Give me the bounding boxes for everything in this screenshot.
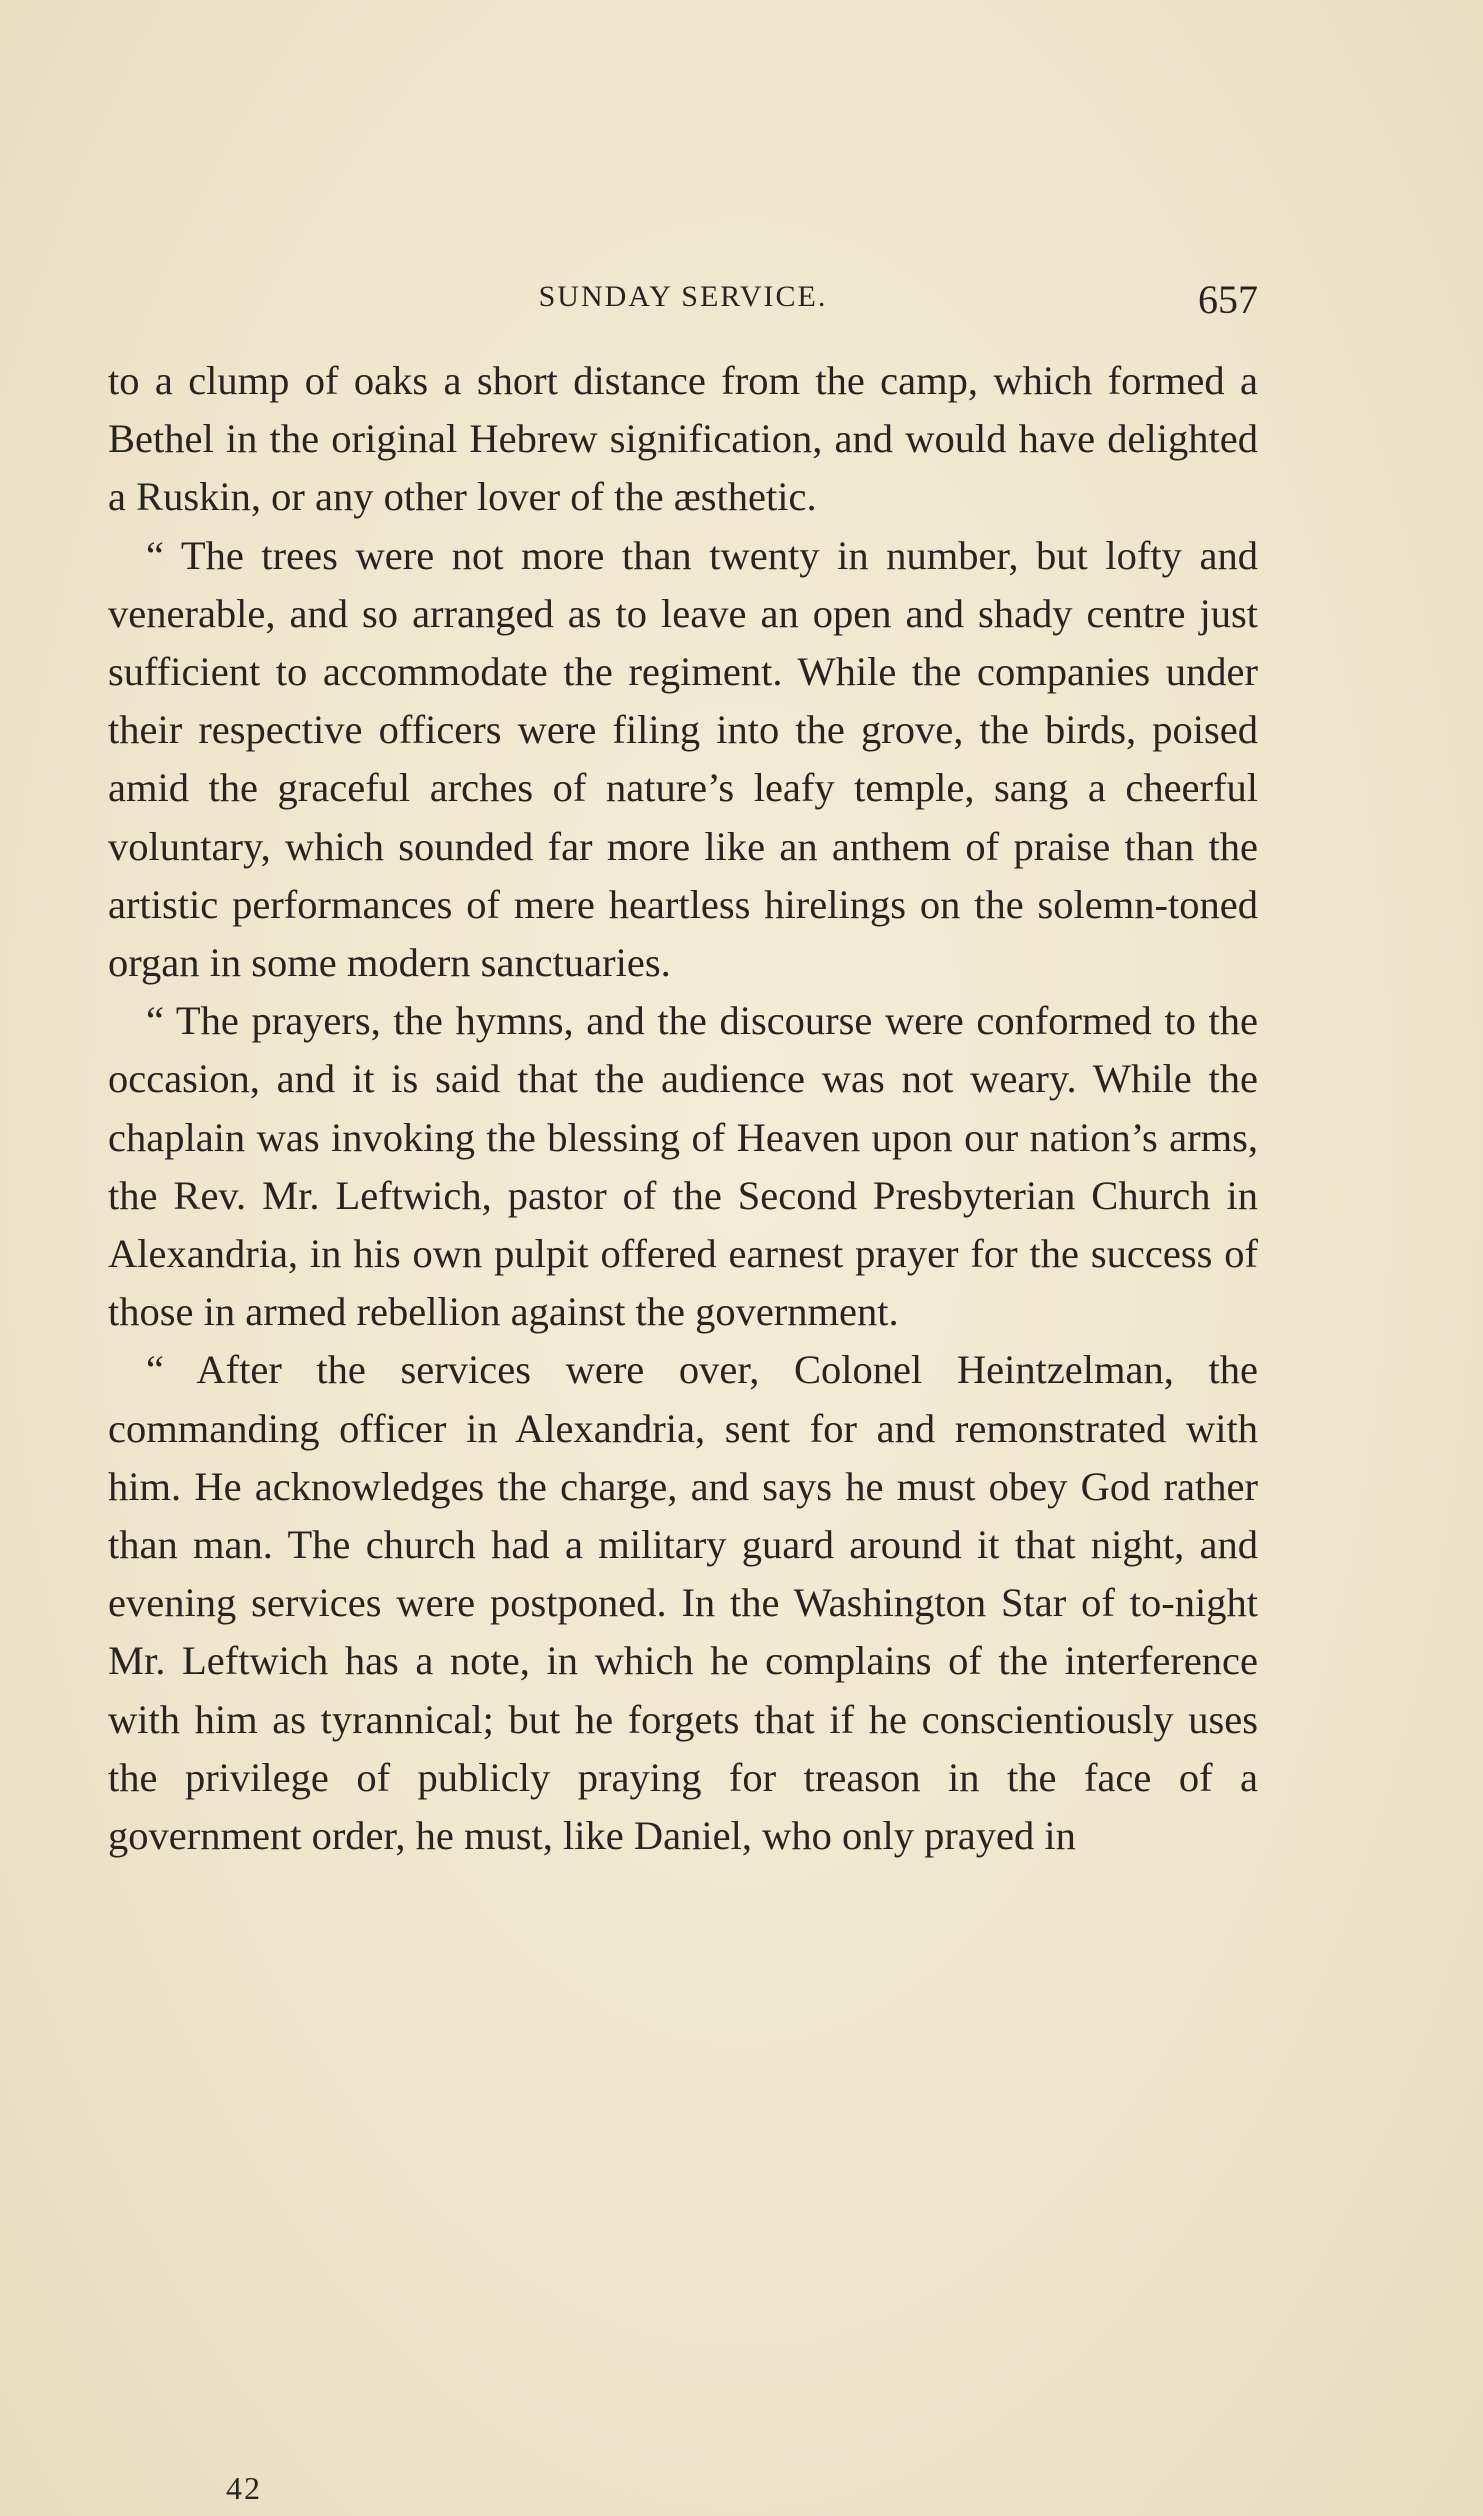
running-head — [108, 272, 1258, 322]
body-text — [108, 352, 1258, 1865]
running-title: SUNDAY SERVICE. — [538, 280, 828, 313]
paragraph: “ The prayers, the hymns, and the discourse were conformed to the occasion, and it is said that the audience was not weary. While the chaplain was invoking the blessing of Heaven upon our nation’s arms, the Rev. Mr. Leftwich, pastor of the Second Presbyterian Church in Alexandria, in his own pulpit offered earnest prayer for the success of those in armed rebellion against the government. — [108, 998, 1258, 1335]
paragraph: “ After the services were over, Colonel Heintzelman, the commanding officer in Alexandria, sent for and remonstrated with him. He acknowledges the charge, and says he must obey God rather than man. The church had a military guard around it that night, and evening services were postponed. In the Washington Star of to-night Mr. Leftwich has a note, in which he complains of the interference with him as tyrannical; but he forgets that if he conscientiously uses the privilege of publicly praying for treason in the face of a government order, he must, like Daniel, who only prayed in — [108, 1347, 1258, 1859]
signature-mark: 42 — [226, 2470, 262, 2506]
paragraph-continuation: to a clump of oaks a short distance from the camp, which formed a Bethel in the original Hebrew signification, and would have delighted a Ruskin, or any other lover of the æsthetic. — [108, 358, 1258, 520]
page-number: 657 — [1198, 277, 1258, 322]
paragraph: “ The trees were not more than twenty in number, but lofty and venerable, and so arranged as to leave an open and shady centre just sufficient to accommodate the regiment. While the companies under their respective officers were filing into the grove, the birds, poised amid the graceful arches of nature’s leafy temple, sang a cheerful voluntary, which sounded far more like an anthem of praise than the artistic performances of mere heartless hirelings on the solemn-toned organ in some modern sanctuaries. — [108, 532, 1258, 986]
